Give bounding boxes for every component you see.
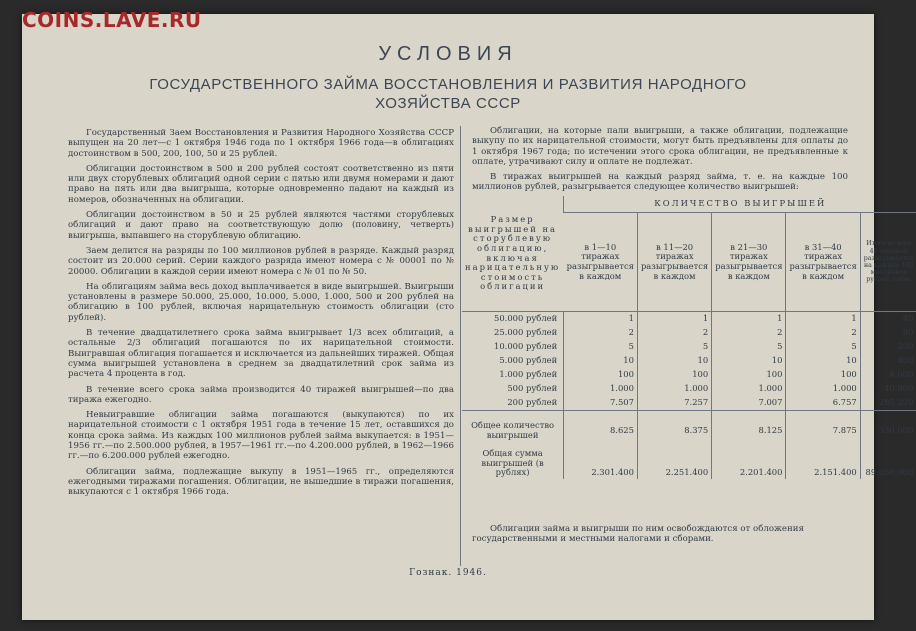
table-row <box>462 326 916 340</box>
paragraph-redemption-draws: Облигации займа, подлежащие выкупу в 1951—1965 гг., определяются ежегодными тиражами погашения. Облигации, не вышедшие в тиражи погашения, выкупаются с 1 октября 1966 года. <box>68 466 454 498</box>
prize-label: 25.000 рублей <box>494 327 558 338</box>
table-cell: 1 <box>786 312 860 327</box>
table-cell: 7.007 <box>712 396 786 411</box>
table-cell: 80 <box>860 326 916 340</box>
table-cell: 1.000 <box>564 382 638 396</box>
table-cell: 10 <box>564 354 638 368</box>
total-sum-label: Общая сумма выигрышей (в рублях) <box>481 448 544 478</box>
table-cell: 7.257 <box>637 396 711 411</box>
paragraph-prize-intro: В тиражах выигрышей на каждый разряд займа, т. е. на каждые 100 миллионов рублей, разыгрывается следующее количество выигрышей: <box>472 172 848 193</box>
table-cell: 8.375 <box>637 411 711 442</box>
table-row <box>462 340 916 354</box>
total-count-label: Общее количество выигрышей <box>471 420 555 440</box>
prize-count-header: КОЛИЧЕСТВО ВЫИГРЫШЕЙ <box>564 196 916 213</box>
bond-conditions-sheet <box>22 14 914 620</box>
printer-imprint: Гознак. 1946. <box>409 568 487 578</box>
column-header-total: Итого во всех 40 тиражах разыгрывается на каждые 100 миллионов рублей займа <box>860 213 916 312</box>
table-row <box>462 368 916 382</box>
table-row <box>462 396 916 411</box>
prize-size-header: Размер выигрышей на сторублевую облигацию, включая нарицательную стоимость облигации <box>462 196 564 312</box>
table-cell: 400 <box>860 354 916 368</box>
table-cell: 2 <box>564 326 638 340</box>
paragraph-50-25: Облигации достоинством в 50 и 25 рублей являются частями сторублевых облигаций и дают право на соответствующую долю (половину, четверть) выигрыша, выпавшего на сторублевую облигацию. <box>68 210 454 241</box>
document-subtitle-line1: ГОСУДАРСТВЕННОГО ЗАЙМА ВОССТАНОВЛЕНИЯ И РАЗВИТИЯ НАРОДНОГО <box>149 76 747 93</box>
prize-table <box>462 196 916 479</box>
column-header-draws-11-20: в 11—20 тиражах разыгрывается в каждом <box>637 213 711 312</box>
table-cell: 1 <box>564 312 638 327</box>
table-cell: 1.000 <box>637 382 711 396</box>
column-header-draws-31-40: в 31—40 тиражах разыгрывается в каждом <box>786 213 860 312</box>
document-subtitle-line2: ХОЗЯЙСТВА СССР <box>375 95 521 112</box>
paragraph-categories: Заем делится на разряды по 100 миллионов рублей в разряде. Каждый разряд состоит из 20.000 серий. Серии каждого разряда имеют номера с № 00001 по № 20000. Облигации в каждой серии имеют номера с № 01 по № 50. <box>68 245 454 277</box>
table-cell: 7.875 <box>786 411 860 442</box>
paragraph-issue: Государственный Заем Восстановления и Развития Народного Хозяйства СССР выпущен на 20 лет—с 1 октября 1946 года по 1 октября 1966 года—в облигациях достоинством в 500, 200, 100, 50 и 25 рублей. <box>68 128 454 159</box>
table-cell: 2 <box>637 326 711 340</box>
prize-label: 10.000 рублей <box>494 341 558 352</box>
table-cell: 7.507 <box>564 396 638 411</box>
table-cell: 10 <box>637 354 711 368</box>
table-row <box>462 382 916 396</box>
table-cell: 100 <box>564 368 638 382</box>
paragraph-draw-count: В течение всего срока займа производится 40 тиражей выигрышей—по два тиража ежегодно. <box>68 384 454 405</box>
document-title: УСЛОВИЯ <box>378 43 518 65</box>
table-cell: 2.151.400 <box>786 441 860 479</box>
table-cell: 200 <box>860 340 916 354</box>
paragraph-500-200: Облигации достоинством в 500 и 200 рублей состоят соответственно из пяти или двух сторублевых облигаций одной серии с пятью или двумя номерами и дают право на пять или два выигрыша, которые одновременно падают на каждый из номеров, обозначенных на облигации. <box>68 163 454 205</box>
table-cell: 1 <box>712 312 786 327</box>
table-cell: 100 <box>637 368 711 382</box>
table-cell: 5 <box>564 340 638 354</box>
prize-label: 200 рублей <box>462 396 564 411</box>
table-cell: 2.201.400 <box>712 441 786 479</box>
prize-label: 1.000 рублей <box>499 369 558 380</box>
paragraph-validity: Облигации, на которые пали выигрыши, а также облигации, подлежащие выкупу по их нарицательной стоимости, могут быть предъявлены для оплаты до 1 октября 1967 года; по истечении этого срока облигации, не предъявленные к оплате, утрачивают силу и оплате не подлежат. <box>472 126 848 167</box>
table-cell: 8.625 <box>564 411 638 442</box>
table-cell: 285.220 <box>860 396 916 411</box>
table-cell: 2 <box>786 326 860 340</box>
table-cell: 100 <box>712 368 786 382</box>
table-cell: 89.056.000 <box>860 441 916 479</box>
table-cell: 10 <box>786 354 860 368</box>
table-cell: 2.251.400 <box>637 441 711 479</box>
prize-label: 5.000 рублей <box>499 355 558 366</box>
table-cell: 4.000 <box>860 368 916 382</box>
prize-label: 500 рублей <box>507 383 558 394</box>
table-cell: 8.125 <box>712 411 786 442</box>
table-cell: 2 <box>712 326 786 340</box>
table-row <box>462 312 916 327</box>
table-cell: 1 <box>637 312 711 327</box>
paragraph-redemption: Невыигравшие облигации займа погашаются (выкупаются) по их нарицательной стоимости с 1 октября 1951 года в течение 15 лет, оставшихся до конца срока займа. Из каждых 100 миллионов рублей займа выкупается: в 1951—1956 гг.—по 2.500.000 рублей, в 1957—1961 гг.—по 4.200.000 рублей, в 1962—1966 гг.—по 6.200.000 рублей ежегодно. <box>68 410 454 462</box>
paragraph-income: На облигациям займа весь доход выплачивается в виде выигрышей. Выигрыши установлены в размере 50.000, 25.000, 10.000, 5.000, 1.000, 500 и 200 рублей на облигацию в 100 рублей, включая нарицательную стоимость облигации (сто рублей). <box>68 281 454 323</box>
tax-exemption-note: Облигации займа и выигрыши по ним освобождаются от обложения государственными и местными налогами и сборами. <box>472 524 804 545</box>
table-cell: 5 <box>786 340 860 354</box>
table-cell: 40 <box>860 312 916 327</box>
table-cell: 2.301.400 <box>564 441 638 479</box>
table-cell: 1.000 <box>786 382 860 396</box>
column-header-draws-1-10: в 1—10 тиражах разыгрывается в каждом <box>564 213 638 312</box>
table-cell: 100 <box>786 368 860 382</box>
site-watermark: COINS.LAVE.RU <box>22 8 202 32</box>
table-cell: 6.757 <box>786 396 860 411</box>
total-count-row <box>462 411 916 442</box>
table-cell: 5 <box>712 340 786 354</box>
table-cell: 1.000 <box>712 382 786 396</box>
total-sum-row <box>462 441 916 479</box>
table-cell: 330.000 <box>860 411 916 442</box>
prize-label: 50.000 рублей <box>494 313 558 324</box>
column-header-draws-21-30: в 21—30 тиражах разыгрывается в каждом <box>712 213 786 312</box>
paragraph-winning-share: В течение двадцатилетнего срока займа выигрывает 1/3 всех облигаций, а остальные 2/3 облигаций погашаются по их нарицательной стоимости. Выигравшая облигация погашается и исключается из дальнейших тиражей. Общая сумма выигрышей установлена в среднем за двадцатилетний срок займа из расчета 4 процента в год. <box>68 328 454 380</box>
table-cell: 5 <box>637 340 711 354</box>
table-cell: 10 <box>712 354 786 368</box>
left-column-text <box>68 128 454 503</box>
right-column-text <box>460 126 848 198</box>
table-row <box>462 354 916 368</box>
table-cell: 40.000 <box>860 382 916 396</box>
